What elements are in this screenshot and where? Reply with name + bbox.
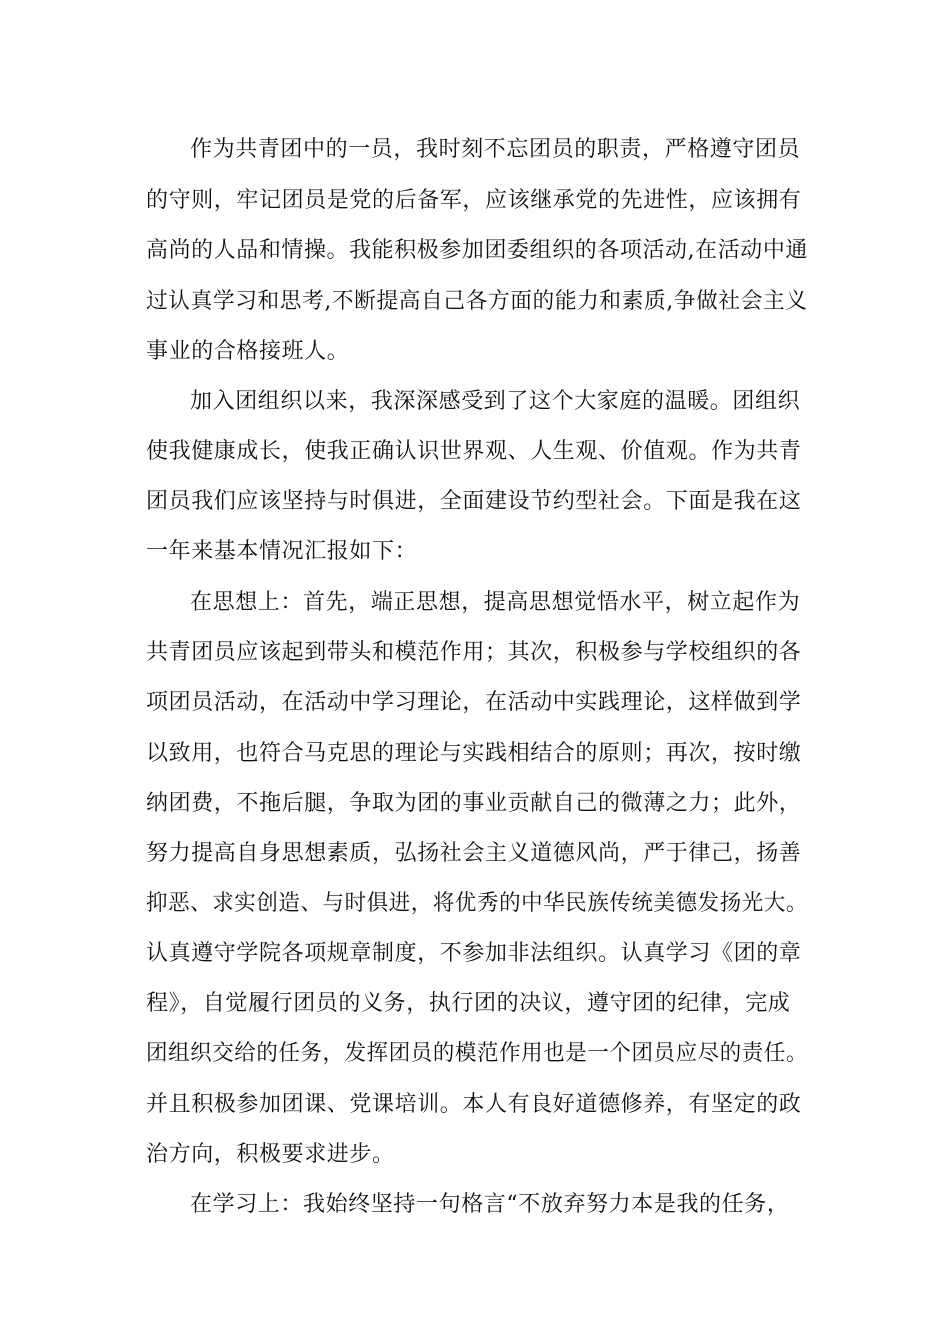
paragraph-4-line-1: 在学习上：我始终坚持一句格言“不放弃努力本是我的任务，: [190, 1192, 790, 1217]
paragraph-2-line-1: 加入团组织以来，我深深感受到了这个大家庭的温暖。团组织: [190, 389, 801, 414]
paragraph-2-line-4: 一年来基本情况汇报如下：: [146, 539, 418, 564]
paragraph-3-line-2: 共青团员应该起到带头和模范作用；其次，积极参与学校组织的各: [146, 640, 802, 665]
paragraph-2-line-2: 使我健康成长，使我正确认识世界观、人生观、价值观。作为共青: [146, 439, 802, 464]
paragraph-3-line-11: 并且积极参加团课、党课培训。本人有良好道德修养，有坚定的政: [146, 1092, 802, 1117]
paragraph-3-line-1: 在思想上：首先，端正思想，提高思想觉悟水平，树立起作为: [190, 590, 801, 615]
paragraph-3-line-7: 抑恶、求实创造、与时俱进，将优秀的中华民族传统美德发扬光大。: [146, 891, 809, 916]
paragraph-3-line-4: 以致用，也符合马克思的理论与实践相结合的原则；再次，按时缴: [146, 741, 802, 766]
paragraph-3-line-12: 治方向，积极要求进步。: [146, 1142, 395, 1167]
paragraph-3-line-10: 团组织交给的任务，发挥团员的模范作用也是一个团员应尽的责任。: [146, 1041, 809, 1066]
paragraph-1-line-1: 作为共青团中的一员，我时刻不忘团员的职责，严格遵守团员: [190, 137, 801, 162]
paragraph-3-line-6: 努力提高自身思想素质，弘扬社会主义道德风尚，严于律己，扬善: [146, 841, 802, 866]
paragraph-1-line-5: 事业的合格接班人。: [146, 339, 350, 364]
paragraph-3-line-3: 项团员活动，在活动中学习理论，在活动中实践理论，这样做到学: [146, 690, 802, 715]
paragraph-1-line-3: 高尚的人品和情操。我能积极参加团委组织的各项活动,在活动中通: [146, 238, 809, 263]
paragraph-1-line-2: 的守则，牢记团员是党的后备军，应该继承党的先进性，应该拥有: [146, 188, 802, 213]
paragraph-3-line-9: 程》，自觉履行团员的义务，执行团的决议，遵守团的纪律，完成: [146, 991, 791, 1016]
paragraph-2-line-3: 团员我们应该坚持与时俱进，全面建设节约型社会。下面是我在这: [146, 489, 802, 514]
paragraph-3-line-8: 认真遵守学院各项规章制度，不参加非法组织。认真学习《团的章: [146, 941, 802, 966]
paragraph-1-line-4: 过认真学习和思考,不断提高自己各方面的能力和素质,争做社会主义: [146, 289, 808, 314]
paragraph-3-line-5: 纳团费，不拖后腿，争取为团的事业贡献自己的微薄之力；此外，: [146, 791, 802, 816]
